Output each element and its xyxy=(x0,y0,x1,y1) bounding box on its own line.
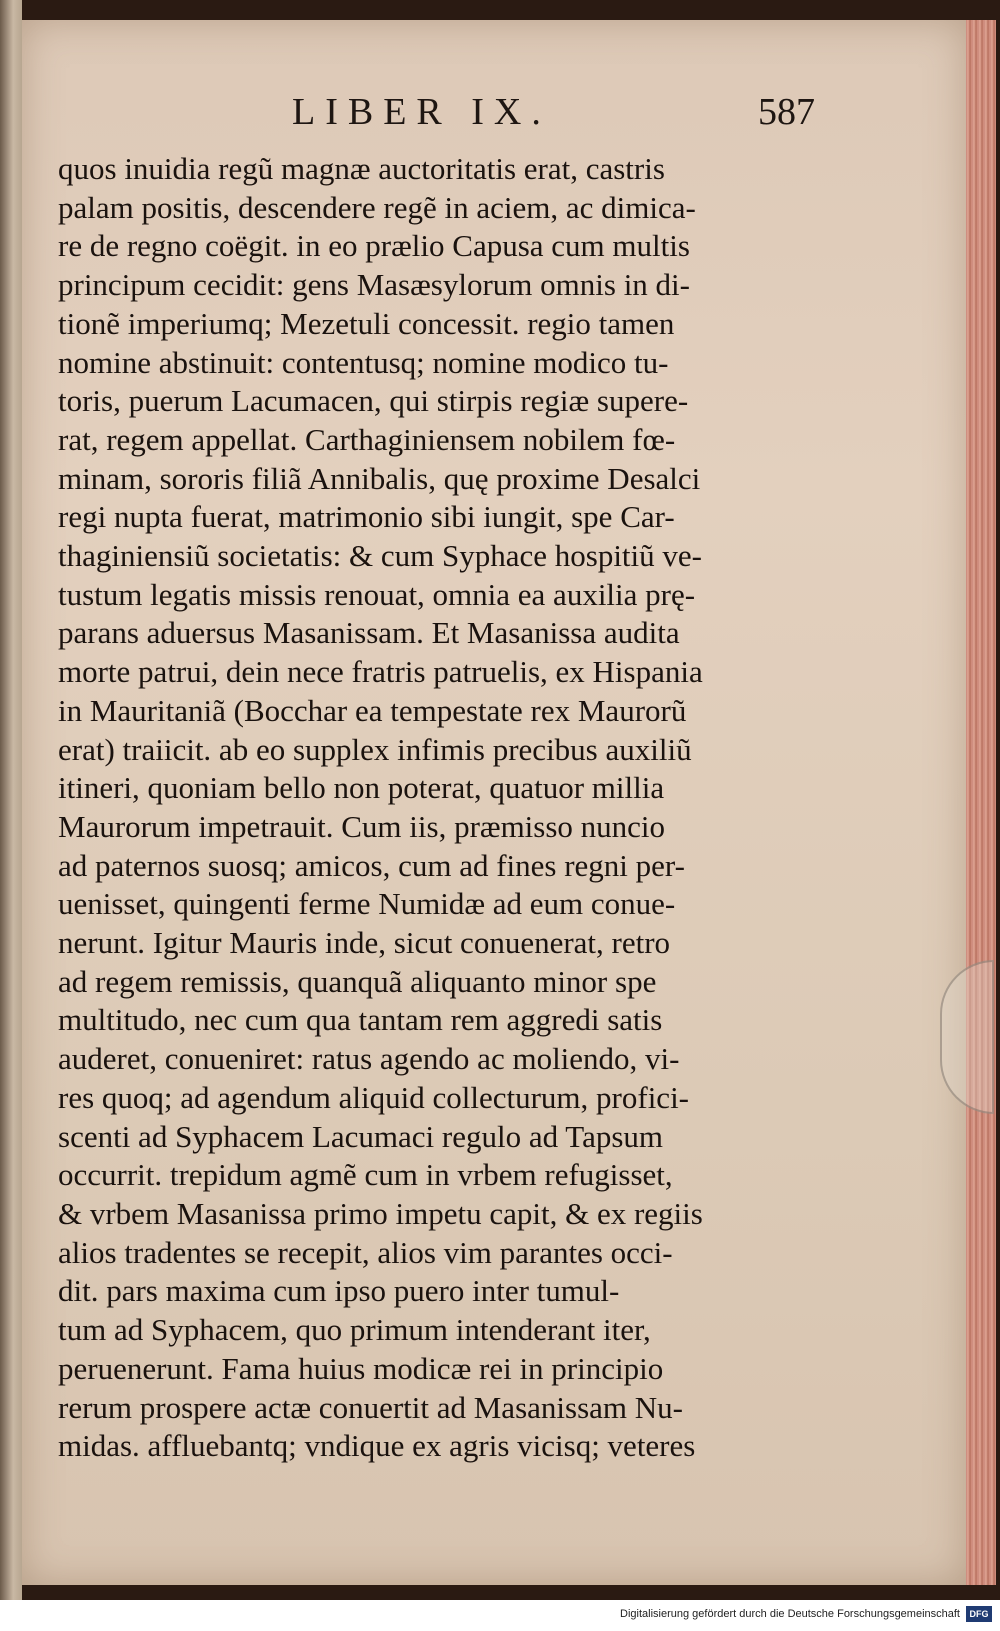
text-line: itineri, quoniam bello non poterat, quatuor millia xyxy=(58,770,665,806)
text-line: tionẽ imperiumq; Mezetuli concessit. regio tamen xyxy=(58,305,675,341)
book-page xyxy=(22,20,969,1585)
text-line: erat) traiicit. ab eo supplex infimis precibus auxiliũ xyxy=(58,731,692,767)
text-line: uenisset, quingenti ferme Numidæ ad eum conue- xyxy=(58,886,676,922)
text-line: minam, sororis filiã Annibalis, quę proxime Desalci xyxy=(58,460,701,496)
text-line: multitudo, nec cum qua tantam rem aggredi satis xyxy=(58,1002,663,1038)
text-line: alios tradentes se recepit, alios vim parantes occi- xyxy=(58,1234,673,1270)
text-line: Maurorum impetrauit. Cum iis, præmisso nuncio xyxy=(58,808,666,844)
text-line: parans aduersus Masanissam. Et Masanissa audita xyxy=(58,615,680,651)
body-text xyxy=(58,150,858,1466)
text-line: occurrit. trepidum agmẽ cum in vrbem refugisset, xyxy=(58,1157,673,1193)
text-line: scenti ad Syphacem Lacumaci regulo ad Tapsum xyxy=(58,1118,663,1154)
text-line: ad regem remissis, quanquã aliquanto minor spe xyxy=(58,963,657,999)
text-line: nerunt. Igitur Mauris inde, sicut conuenerat, retro xyxy=(58,925,671,961)
text-line: peruenerunt. Fama huius modicæ rei in principio xyxy=(58,1350,664,1386)
text-line: auderet, conueniret: ratus agendo ac moliendo, vi- xyxy=(58,1041,680,1077)
text-line: nomine abstinuit: contentusq; nomine modico tu- xyxy=(58,344,669,380)
running-head: LIBER IX. xyxy=(292,91,551,133)
page-header xyxy=(102,90,862,140)
text-line: midas. affluebantq; vndique ex agris vicisq; veteres xyxy=(58,1428,696,1464)
facing-page-edge xyxy=(0,0,22,1600)
text-line: tum ad Syphacem, quo primum intenderant iter, xyxy=(58,1312,651,1348)
text-line: toris, puerum Lacumacen, qui stirpis regiæ supere- xyxy=(58,383,689,419)
page-number: 587 xyxy=(758,91,815,133)
page-block-edge xyxy=(966,20,996,1585)
funding-credit: Digitalisierung gefördert durch die Deutsche Forschungsgemeinschaft xyxy=(620,1608,960,1620)
text-line: regi nupta fuerat, matrimonio sibi iungit, spe Car- xyxy=(58,499,675,535)
text-line: thaginiensiũ societatis: & cum Syphace hospitiũ ve- xyxy=(58,538,702,574)
text-line: rat, regem appellat. Carthaginiensem nobilem fœ- xyxy=(58,421,676,457)
text-line: & vrbem Masanissa primo impetu capit, & ex regiis xyxy=(58,1195,703,1231)
text-line: principum cecidit: gens Masæsylorum omnis in di- xyxy=(58,267,690,303)
text-line: ad paternos suosq; amicos, cum ad fines regni per- xyxy=(58,847,685,883)
dfg-logo-icon: DFG xyxy=(966,1606,992,1622)
text-line: quos inuidia regũ magnæ auctoritatis erat, castris xyxy=(58,151,665,186)
text-line: in Mauritaniã (Bocchar ea tempestate rex Maurorũ xyxy=(58,692,687,728)
footer-bar xyxy=(0,1600,1000,1631)
text-line: palam positis, descendere regẽ in aciem, ac dimica- xyxy=(58,189,696,225)
text-line: re de regno coëgit. in eo prælio Capusa cum multis xyxy=(58,228,690,264)
text-line: res quoq; ad agendum aliquid collecturum, profici- xyxy=(58,1079,690,1115)
text-line: rerum prospere actæ conuertit ad Masanissam Nu- xyxy=(58,1389,683,1425)
text-line: tustum legatis missis renouat, omnia ea auxilia prę- xyxy=(58,576,696,612)
text-line: dit. pars maxima cum ipso puero inter tumul- xyxy=(58,1273,620,1309)
text-line: morte patrui, dein nece fratris patruelis, ex Hispania xyxy=(58,654,703,690)
